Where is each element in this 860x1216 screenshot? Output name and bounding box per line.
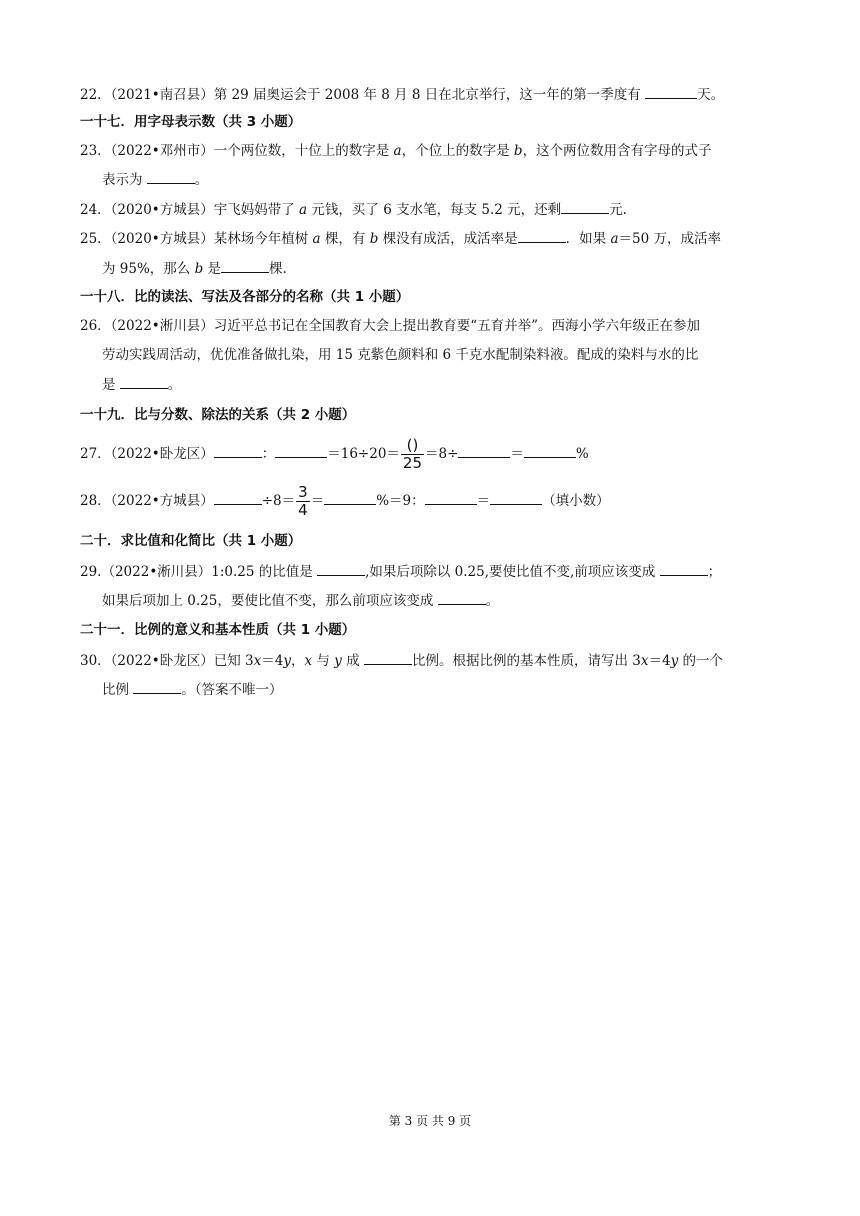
answer-blank[interactable]: [660, 561, 708, 576]
question-29: 29.（2022•淅川县）1:0.25 的比值是 ,如果后项除以 0.25,要使比值不变,前项应该变成 ；: [80, 561, 721, 582]
answer-blank[interactable]: [214, 490, 262, 505]
question-23: 23．（2022•邓州市）一个两位数，十位上的数字是 a，个位上的数字是 b，这个两位数用含有字母的式子: [80, 143, 712, 159]
fraction: $\frac{()}{25}$: [402, 436, 423, 472]
answer-blank[interactable]: [524, 443, 576, 458]
answer-blank[interactable]: [458, 443, 510, 458]
section-heading-21: 二十一．比例的意义和基本性质（共 1 小题）: [80, 622, 356, 638]
answer-blank[interactable]: [490, 490, 542, 505]
answer-blank[interactable]: [120, 374, 168, 389]
question-26: 26．（2022•淅川县）习近平总书记在全国教育大会上提出教育要“五育并举”。西海小学六年级正在参加: [80, 318, 701, 334]
answer-blank[interactable]: [645, 84, 697, 99]
answer-blank[interactable]: [324, 490, 376, 505]
question-30: 30．（2022•卧龙区）已知 3x＝4y，x 与 y 成 比例。根据比例的基本性质，请写出 3x＝4y 的一个: [80, 650, 723, 671]
section-heading-17: 一十七．用字母表示数（共 3 小题）: [80, 114, 302, 130]
answer-blank[interactable]: [275, 443, 327, 458]
question-27: 27．（2022•卧龙区） ： ＝16÷20＝ $\frac{()}{25}$ ＝8÷ ＝ %: [80, 436, 589, 472]
answer-blank[interactable]: [317, 561, 365, 576]
answer-blank[interactable]: [518, 228, 566, 243]
answer-blank[interactable]: [364, 650, 412, 665]
question-22: 22．（2021•南召县）第 29 届奥运会于 2008 年 8 月 8 日在北京举行，这一年的第一季度有 天。: [80, 84, 724, 105]
question-25: 25．（2020•方城县）某林场今年植树 a 棵，有 b 棵没有成活，成活率是 ．如果 a＝50 万，成活率: [80, 228, 721, 249]
question-29-line-2: 如果后项加上 0.25，要使比值不变，那么前项应该变成 。: [102, 590, 499, 611]
answer-blank[interactable]: [425, 490, 477, 505]
answer-blank[interactable]: [147, 169, 195, 184]
answer-blank[interactable]: [438, 590, 486, 605]
section-heading-18: 一十八．比的读法、写法及各部分的名称（共 1 小题）: [80, 289, 410, 305]
fraction: $\frac{3}{4}$: [298, 483, 308, 519]
question-25-line-2: 为 95%，那么 b 是 棵.: [102, 258, 287, 279]
question-24: 24．（2020•方城县）宇飞妈妈带了 a 元钱，买了 6 支水笔，每支 5.2 元，还剩 元.: [80, 199, 627, 220]
answer-blank[interactable]: [214, 443, 262, 458]
answer-blank[interactable]: [561, 199, 609, 214]
question-23-line-2: 表示为 。: [102, 169, 208, 190]
question-30-line-2: 比例 。（答案不唯一）: [102, 679, 283, 700]
answer-blank[interactable]: [221, 258, 269, 273]
section-heading-19: 一十九．比与分数、除法的关系（共 2 小题）: [80, 407, 356, 423]
question-28: 28．（2022•方城县） ÷8＝ $\frac{3}{4}$ ＝ %＝9： ＝ （填小数）: [80, 483, 610, 519]
question-26-line-3: 是 。: [102, 374, 181, 395]
question-26-line-2: 劳动实践周活动，优优准备做扎染，用 15 克紫色颜料和 6 千克水配制染料液。配成的染料与水的比: [102, 347, 699, 363]
page-footer: 第 3 页 共 9 页: [388, 1114, 472, 1128]
answer-blank[interactable]: [133, 679, 181, 694]
section-heading-20: 二十．求比值和化简比（共 1 小题）: [80, 533, 302, 549]
